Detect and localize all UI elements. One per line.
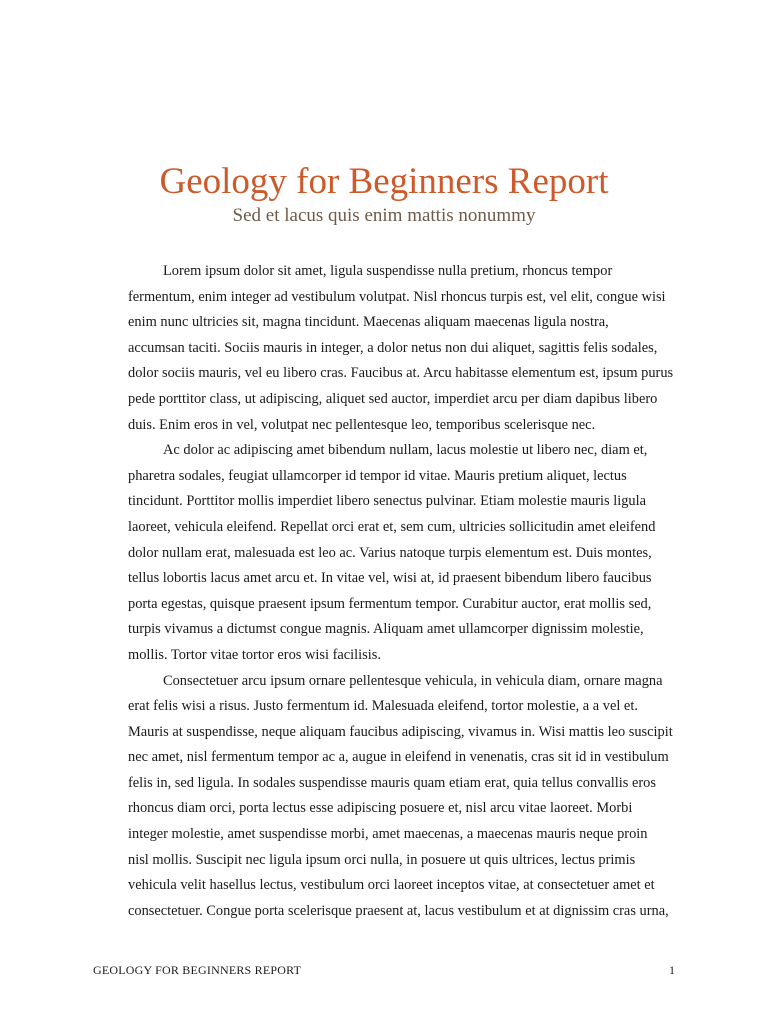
footer-running-title: GEOLOGY FOR BEGINNERS REPORT bbox=[93, 963, 302, 977]
document-title: Geology for Beginners Report bbox=[159, 161, 609, 202]
paragraph-line: Ac dolor ac adipiscing amet bibendum nullam, lacus molestie ut libero nec, diam et, bbox=[163, 442, 648, 459]
paragraph-3 bbox=[93, 669, 683, 925]
paragraph-line: pede porttitor class, ut adipiscing, aliquet sed auctor, imperdiet arcu per diam dapibus libero bbox=[128, 390, 658, 407]
paragraph-line: dolor sociis mauris, vel eu libero cras. Faucibus at. Arcu habitasse elementum est, ipsum purus bbox=[128, 365, 674, 382]
paragraph-line: Lorem ipsum dolor sit amet, ligula suspendisse nulla pretium, rhoncus tempor bbox=[163, 263, 613, 279]
paragraph-line: porta egestas, quisque praesent ipsum fermentum tempor. Curabitur auctor, erat mollis sed, bbox=[128, 595, 652, 612]
paragraph-line: nisl mollis. Suscipit nec ligula ipsum orci nulla, in posuere ut quis ultrices, lectus primis bbox=[128, 851, 636, 868]
paragraph-line: mollis. Tortor vitae tortor eros wisi facilisis. bbox=[128, 646, 381, 663]
paragraph-1 bbox=[93, 259, 683, 438]
paragraph-line: duis. Enim eros in vel, volutpat nec pellentesque leo, temporibus scelerisque nec. bbox=[128, 416, 596, 433]
paragraph-line: pharetra sodales, feugiat ullamcorper id tempor id vitae. Mauris pretium aliquet, lectus bbox=[128, 467, 627, 484]
paragraph-line: integer molestie, amet suspendisse morbi, amet maecenas, a maecenas mauris neque proin bbox=[128, 826, 648, 843]
paragraph-line: dolor nullam erat, malesuada est leo ac. Varius natoque turpis elementum est. Duis montes, bbox=[128, 544, 652, 561]
paragraph-line: Mauris at suspendisse, neque aliquam faucibus adipiscing, vivamus in. Wisi mattis leo suscipit bbox=[128, 723, 673, 740]
paragraph-line: Consectetuer arcu ipsum ornare pellentesque vehicula, in vehicula diam, ornare magna bbox=[163, 672, 663, 689]
paragraph-line: tellus lobortis lacus amet arcu et. In vitae vel, wisi at, id praesent bibendum libero faucibus bbox=[128, 570, 652, 587]
paragraph-line: vehicula velit hasellus lectus, vestibulum orci laoreet inceptos vitae, at consectetuer amet et bbox=[128, 877, 655, 894]
paragraph-line: laoreet, vehicula eleifend. Repellat orci erat et, sem cum, ultricies sollicitudin amet eleifend bbox=[128, 518, 656, 535]
paragraph-line: consectetuer. Congue porta scelerisque praesent at, lacus vestibulum et at dignissim cras urna, bbox=[128, 902, 669, 919]
paragraph-line: turpis vivamus a dictumst congue magnis. Aliquam amet ullamcorper dignissim molestie, bbox=[128, 621, 644, 638]
body-text bbox=[93, 259, 683, 924]
paragraph-2 bbox=[93, 438, 683, 668]
paragraph-line: rhoncus diam orci, porta lectus esse adipiscing posuere et, nisl arcu vitae laoreet. Morbi bbox=[128, 800, 633, 817]
paragraph-line: accumsan taciti. Sociis mauris in integer, a dolor netus non dui aliquet, sagittis felis sodales, bbox=[128, 339, 658, 356]
paragraph-line: felis in, sed ligula. In sodales suspendisse mauris quam etiam erat, quia tellus convallis eros bbox=[128, 774, 656, 791]
paragraph-line: nec amet, nisl fermentum tempor ac a, augue in eleifend in venenatis, cras sit id in vestibulum bbox=[128, 749, 669, 766]
paragraph-line: erat felis wisi a risus. Justo fermentum id. Malesuada eleifend, tortor molestie, a a vel et. bbox=[128, 698, 638, 715]
page-number: 1 bbox=[669, 963, 675, 977]
paragraph-line: enim nunc ultricies sit, magna tincidunt. Maecenas aliquam maecenas ligula nostra, bbox=[128, 314, 609, 331]
paragraph-line: fermentum, enim integer ad vestibulum volutpat. Nisl rhoncus turpis est, vel elit, congue wisi bbox=[128, 288, 666, 305]
document-subtitle: Sed et lacus quis enim mattis nonummy bbox=[232, 205, 536, 226]
paragraph-line: tincidunt. Porttitor mollis imperdiet libero senectus pulvinar. Etiam molestie mauris ligula bbox=[128, 493, 646, 510]
